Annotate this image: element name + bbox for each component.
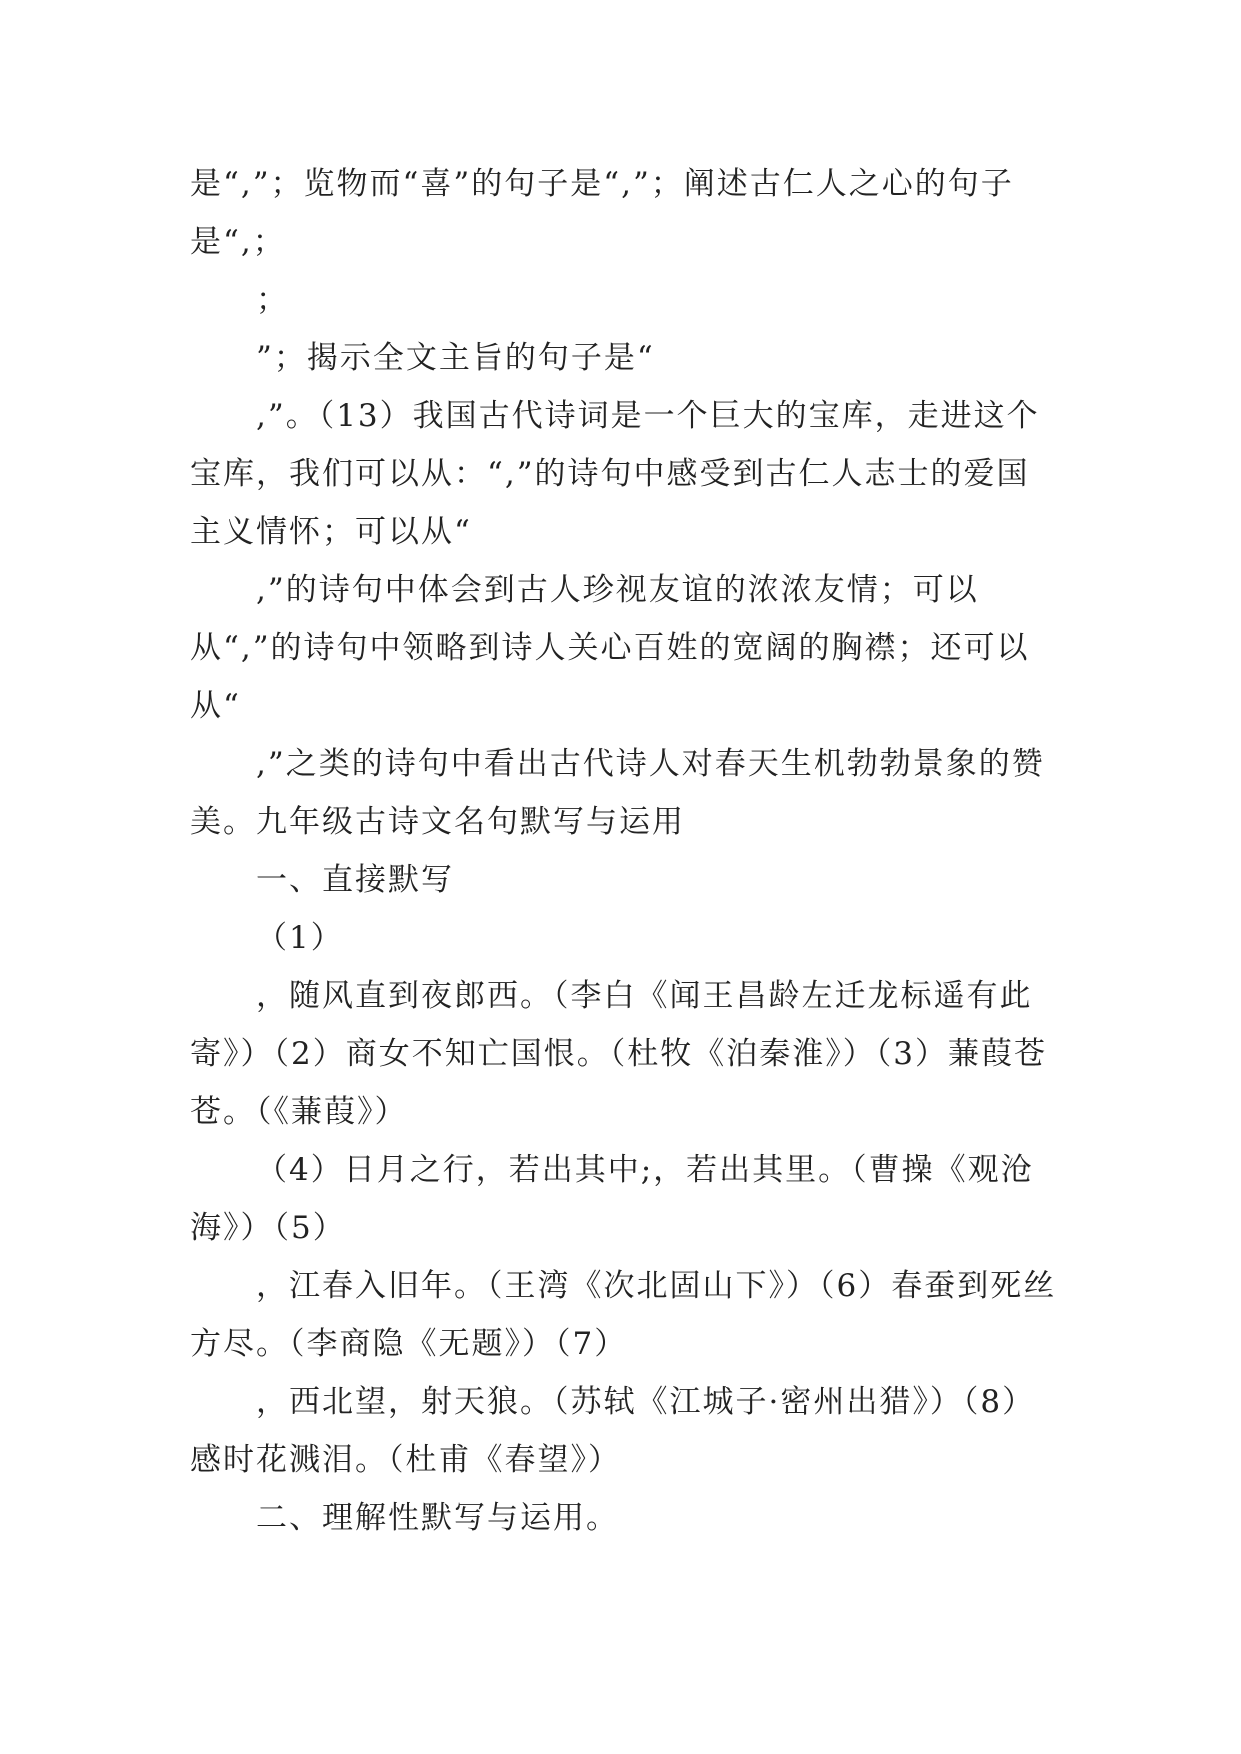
paragraph: ,”的诗句中体会到古人珍视友谊的浓浓友情；可以从“,”的诗句中领略到诗人关心百姓的宽阔的胸襟；还可以从“ [190, 572, 1030, 724]
paragraph: 是“,”；览物而“喜”的句子是“,”；阐述古仁人之心的句子是“,； [190, 166, 1014, 260]
document-body [190, 155, 1060, 1547]
paragraph: ，随风直到夜郎西。（李白《闻王昌龄左迁龙标遥有此寄》）（2）商女不知亡国恨。（杜牧《泊秦淮》）（3）蒹葭苍苍。（《蒹葭》） [190, 978, 1047, 1130]
paragraph: ，西北望，射天狼。（苏轼《江城子·密州出猎》）（8）感时花溅泪。（杜甫《春望》） [190, 1384, 1036, 1478]
paragraph: （4）日月之行，若出其中;，若出其里。（曹操《观沧海》）（5） [190, 1152, 1034, 1246]
paragraph: ,”。（13）我国古代诗词是一个巨大的宝库，走进这个宝库，我们可以从：“,”的诗句中感受到古仁人志士的爱国主义情怀；可以从“ [190, 398, 1040, 550]
paragraph: ，江春入旧年。（王湾《次北固山下》）（6）春蚕到死丝方尽。（李商隐《无题》）（7） [190, 1268, 1057, 1362]
paragraph: ”；揭示全文主旨的句子是“ [256, 340, 655, 376]
paragraph: ； [256, 282, 289, 318]
section-heading: 二、理解性默写与运用。 [256, 1500, 619, 1536]
paragraph: ,”之类的诗句中看出古代诗人对春天生机勃勃景象的赞美。九年级古诗文名句默写与运用 [190, 746, 1045, 840]
section-heading: 一、直接默写 [256, 862, 454, 898]
paragraph: （1） [256, 920, 344, 956]
